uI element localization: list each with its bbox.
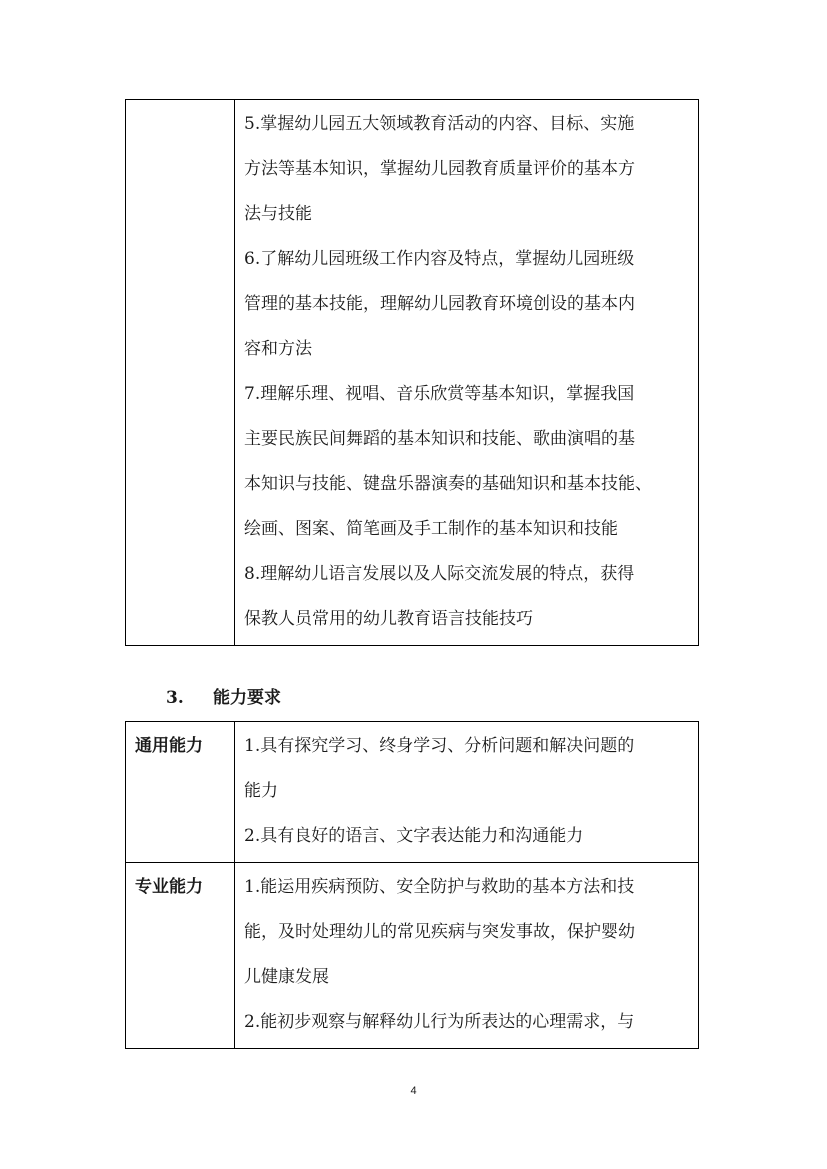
text-line: 2.具有良好的语言、文字表达能力和沟通能力 [244,826,584,846]
label-cell [126,863,235,1049]
text-line: 8.理解幼儿语言发展以及人际交流发展的特点，获得 [244,564,635,584]
text-line: 保教人员常用的幼儿教育语言技能技巧 [244,609,533,629]
text-line: 容和方法 [244,339,312,359]
text-line: 能力 [244,781,278,801]
text-line: 本知识与技能、键盘乐器演奏的基础知识和基本技能、 [244,474,652,494]
section-heading [166,683,281,708]
general-ability-label: 通用能力 [135,736,203,756]
table-row [126,863,699,1049]
label-cell [126,100,235,646]
text-line: 5.掌握幼儿园五大领域教育活动的内容、目标、实施 [244,114,635,134]
text-line: 儿健康发展 [244,967,329,987]
text-line: 2.能初步观察与解释幼儿行为所表达的心理需求，与 [244,1012,635,1032]
knowledge-table [125,99,699,646]
ability-table [125,721,699,1049]
label-cell [126,722,235,863]
text-line: 方法等基本知识，掌握幼儿园教育质量评价的基本方 [244,159,635,179]
text-line: 管理的基本技能，理解幼儿园教育环境创设的基本内 [244,294,635,314]
text-line: 法与技能 [244,204,312,224]
content-cell [235,100,699,646]
text-line: 6.了解幼儿园班级工作内容及特点，掌握幼儿园班级 [244,249,635,269]
table-row [126,722,699,863]
section-number: 3. [166,688,184,708]
table-row [126,100,699,646]
text-line: 绘画、图案、简笔画及手工制作的基本知识和技能 [244,519,618,539]
content-cell [235,863,699,1049]
professional-ability-label: 专业能力 [135,877,203,897]
content-cell [235,722,699,863]
section-title: 能力要求 [213,688,281,708]
text-line: 能，及时处理幼儿的常见疾病与突发事故，保护婴幼 [244,922,635,942]
text-line: 1.能运用疾病预防、安全防护与救助的基本方法和技 [244,877,635,897]
page-number: 4 [410,1085,417,1097]
text-line: 1.具有探究学习、终身学习、分析问题和解决问题的 [244,736,635,756]
text-line: 7.理解乐理、视唱、音乐欣赏等基本知识，掌握我国 [244,384,635,404]
text-line: 主要民族民间舞蹈的基本知识和技能、歌曲演唱的基 [244,429,635,449]
